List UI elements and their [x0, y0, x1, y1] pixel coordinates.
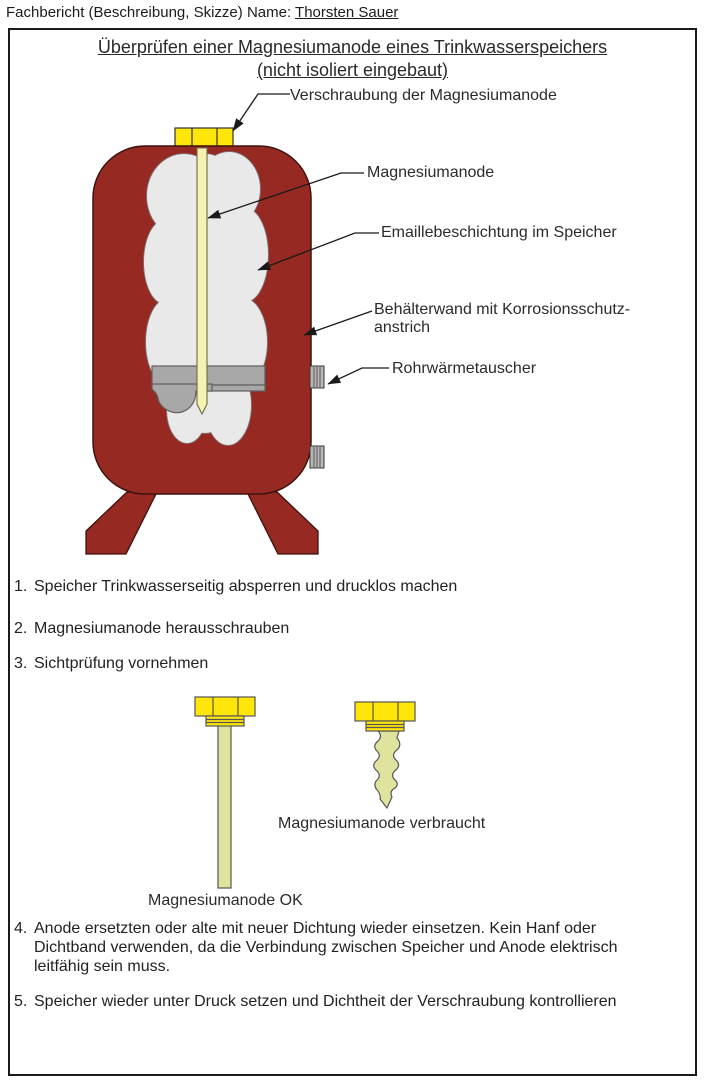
label-rohrwaermetauscher: Rohrwärmetauscher	[392, 360, 537, 377]
label-behaelterwand	[374, 301, 630, 337]
step-1-number: 1.	[14, 578, 28, 595]
step-2-number: 2.	[14, 620, 28, 637]
step-5-number: 5.	[14, 993, 28, 1010]
tank-legs	[86, 492, 318, 554]
step-2-text: Magnesiumanode herausschrauben	[34, 620, 290, 637]
anode-ok-figure	[195, 697, 255, 888]
step-2	[14, 619, 694, 638]
pipe-stubs	[310, 366, 324, 468]
step-4	[14, 919, 686, 976]
anode-strip	[197, 148, 207, 414]
header-prefix: Fachbericht (Beschreibung, Skizze) Name:	[6, 4, 292, 21]
anode-used-figure	[355, 702, 415, 808]
step-4-text: Anode ersetzten oder alte mit neuer Dichtung wieder einsetzen. Kein Hanf oder Dichtband verwenden, da die Verbindung zwischen Speicher und Anode elektrisch leitfähig sein muss.	[34, 920, 618, 975]
title-line-1: Überprüfen einer Magnesiumanode eines Trinkwasserspeichers	[97, 37, 608, 57]
step-3-text: Sichtprüfung vornehmen	[34, 655, 209, 672]
label-behaelterwand-line1: Behälterwand mit Korrosionsschutz-	[374, 301, 631, 318]
anode-used-caption: Magnesiumanode verbraucht	[278, 815, 486, 832]
author-name: Thorsten Sauer	[295, 4, 399, 21]
step-3	[14, 654, 694, 673]
step-5-text: Speicher wieder unter Druck setzen und Dichtheit der Verschraubung kontrollieren	[34, 993, 617, 1010]
step-1	[14, 577, 694, 596]
label-behaelterwand-line2: anstrich	[374, 319, 431, 336]
step-3-number: 3.	[14, 655, 28, 672]
fitting-top	[175, 128, 233, 147]
step-5	[14, 992, 694, 1011]
step-1-text: Speicher Trinkwasserseitig absperren und drucklos machen	[34, 578, 458, 595]
label-magnesiumanode: Magnesiumanode	[367, 164, 495, 181]
label-verschraubung: Verschraubung der Magnesiumanode	[290, 87, 557, 104]
anode-ok-caption: Magnesiumanode OK	[148, 892, 303, 909]
label-emaillebeschichtung: Emaillebeschichtung im Speicher	[381, 224, 617, 241]
title-line-2: (nicht isoliert eingebaut)	[256, 60, 449, 80]
step-4-number: 4.	[14, 920, 28, 937]
